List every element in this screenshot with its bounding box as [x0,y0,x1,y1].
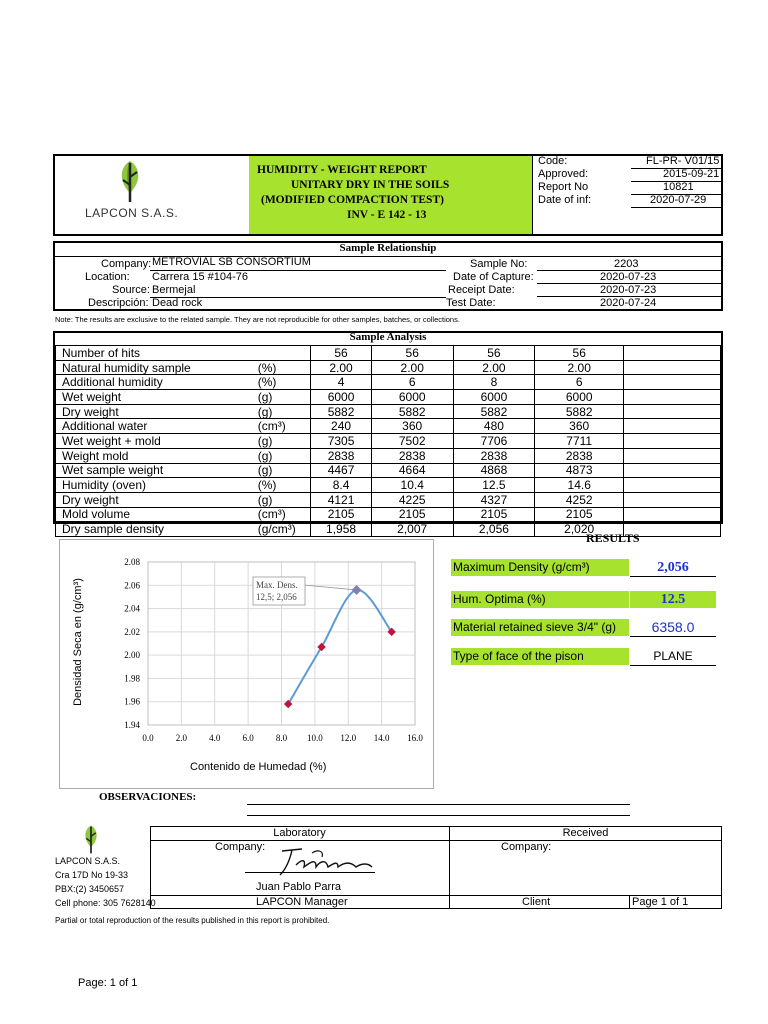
exclusivity-note: Note: The results are exclusive to the related sample. They are not reproducible for other samples, batches, or collections. [55,315,460,324]
test-date-value: 2020-07-24 [600,297,657,309]
row-name: Dry weight [56,492,252,507]
title-line-1: HUMIDITY - WEIGHT REPORT [257,164,427,176]
row-value [624,404,721,419]
row-value: 4327 [453,492,535,507]
footer-pbx: PBX:(2) 3450657 [55,884,125,894]
row-value: 2.00 [453,360,535,375]
client-label: Client [522,896,551,908]
location-value: Carrera 15 #104-76 [152,271,249,283]
footer-company-name: LAPCON S.A.S. [55,856,121,866]
row-value: 2105 [535,507,624,522]
table-row [56,390,721,405]
x-tick-label: 6.0 [242,733,254,743]
row-unit: (%) [252,478,311,493]
table-row [56,434,721,449]
x-tick-label: 4.0 [209,733,221,743]
laboratory-header: Laboratory [273,827,326,839]
row-value: 480 [453,419,535,434]
row-value: 240 [311,419,372,434]
report-title-block [249,156,532,234]
row-value: 4664 [371,463,453,478]
date-inf-label: Date of inf: [538,194,592,206]
pison-face-value: PLANE [653,649,693,663]
row-value: 5882 [453,404,535,419]
date-inf-value: 2020-07-29 [650,194,707,206]
y-tick-label: 2.00 [124,650,140,661]
row-value: 5882 [371,404,453,419]
header-logo-cell [55,156,249,234]
row-value: 8 [453,375,535,390]
row-unit: (cm³) [252,507,311,522]
received-company-label: Company: [501,841,552,853]
row-unit: (g) [252,404,311,419]
lab-company-label: Company: [215,841,266,853]
x-tick-label: 8.0 [275,733,288,743]
row-value: 2838 [311,448,372,463]
row-value: 7305 [311,434,372,449]
row-value: 2838 [535,448,624,463]
approved-label: Approved: [538,168,589,180]
pison-face-label: Type of face of the pison [451,648,629,665]
row-value: 12.5 [453,478,535,493]
approved-value: 2015-09-21 [663,168,720,180]
observations-line-1 [247,804,630,805]
row-value [624,434,721,449]
row-value: 2.00 [311,360,372,375]
title-line-2: UNITARY DRY IN THE SOILS [291,179,450,191]
row-unit: (cm³) [252,419,311,434]
retained-sieve-label: Material retained sieve 3/4" (g) [451,619,629,636]
chart-plot [60,540,433,788]
table-row [56,360,721,375]
row-value [624,360,721,375]
row-value: 4 [311,375,372,390]
retained-sieve-value: 6358.0 [651,619,695,635]
row-value: 360 [535,419,624,434]
page-footer: Page: 1 of 1 [78,977,138,989]
table-row [56,463,721,478]
sample-analysis-table [55,345,721,537]
row-name: Natural humidity sample [56,360,252,375]
row-name: Mold volume [56,507,252,522]
y-tick-label: 1.94 [124,720,140,730]
y-tick-label: 2.08 [124,557,140,567]
row-value: 56 [535,346,624,361]
hum-optima-value: 12.5 [630,591,716,608]
row-value [624,375,721,390]
row-value: 5882 [311,404,372,419]
table-row [56,478,721,493]
chart-y-label: Densidad Seca en (g/cm³) [72,578,84,706]
row-value [624,346,721,361]
row-value: 2,056 [453,522,535,537]
data-point [317,643,325,651]
results-title: RESULTS [586,531,640,545]
y-tick-label: 2.04 [124,603,140,614]
annotation-text: 12,5; 2,056 [256,592,297,602]
x-tick-label: 0.0 [142,733,154,743]
row-value: 6 [535,375,624,390]
row-value: 6000 [535,390,624,405]
company-label: Company: [101,258,152,270]
row-value: 2105 [371,507,453,522]
test-date-label: Test Date: [446,297,496,309]
row-name: Dry sample density [56,522,252,537]
compaction-chart [59,539,434,789]
row-value: 2.00 [535,360,624,375]
max-point-marker [352,585,362,595]
row-value: 7502 [371,434,453,449]
code-label: Code: [538,155,568,167]
source-value: Bermejal [152,284,196,296]
row-value: 2.00 [371,360,453,375]
max-density-label: Maximum Density (g/cm³) [451,559,629,576]
y-tick-label: 1.98 [124,673,140,684]
row-value: 4467 [311,463,372,478]
row-value: 56 [453,346,535,361]
table-row [56,448,721,463]
row-value: 5882 [535,404,624,419]
footer-address: Cra 17D No 19-33 [55,870,129,880]
row-unit: (g) [252,492,311,507]
reproduction-disclaimer: Partial or total reproduction of the results published in this report is prohibited. [55,916,330,925]
row-name: Wet weight + mold [56,434,252,449]
row-value: 8.4 [311,478,372,493]
max-density-value: 2,056 [657,560,689,575]
row-name: Additional water [56,419,252,434]
row-value [624,507,721,522]
receipt-date-label: Receipt Date: [448,284,515,296]
row-unit: (%) [252,375,311,390]
y-tick-label: 1.96 [124,696,140,707]
leaf-logo-icon [114,159,146,203]
table-row [56,419,721,434]
row-unit: (g) [252,390,311,405]
row-name: Humidity (oven) [56,478,252,493]
row-value: 4121 [311,492,372,507]
x-tick-label: 14.0 [373,733,390,743]
row-value: 56 [371,346,453,361]
row-name: Number of hits [56,346,252,361]
row-value: 7711 [535,434,624,449]
title-line-3: (MODIFIED COMPACTION TEST) [261,194,444,206]
y-tick-label: 2.06 [124,580,140,591]
row-value: 2838 [371,448,453,463]
row-value: 6000 [371,390,453,405]
series-line [288,590,391,704]
hum-optima-label: Hum. Optima (%) [451,591,629,608]
row-value: 360 [371,419,453,434]
row-value [624,492,721,507]
x-tick-label: 2.0 [175,733,187,743]
row-value: 2105 [453,507,535,522]
row-unit: (g) [252,463,311,478]
capture-date-label: Date of Capture: [453,271,534,283]
header-meta [532,156,722,234]
row-value: 4868 [453,463,535,478]
chart-x-label: Contenido de Humedad (%) [190,761,327,773]
signer-name: Juan Pablo Parra [256,881,341,893]
code-value: FL-PR- V01/15 [646,155,720,167]
source-label: Source: [112,284,150,296]
row-value [624,478,721,493]
annotation-text: Max. Dens. [256,580,298,590]
data-point [284,700,292,708]
row-value: 4225 [371,492,453,507]
sample-relationship-title: Sample Relationship [339,242,437,254]
row-unit: (g) [252,448,311,463]
signer-role: LAPCON Manager [256,896,348,908]
row-unit: (g) [252,434,311,449]
row-value [624,390,721,405]
logo-text: LAPCON S.A.S. [85,206,179,220]
company-value: METROVIAL SB CONSORTIUM [152,256,311,268]
capture-date-value: 2020-07-23 [600,271,657,283]
row-value: 6000 [311,390,372,405]
page-in-box: Page 1 of 1 [632,896,689,908]
row-value: 4873 [535,463,624,478]
footer-cell: Cell phone: 305 7628140 [55,898,156,908]
table-row [56,404,721,419]
sample-no-label: Sample No: [470,258,528,270]
row-value: 6000 [453,390,535,405]
sample-analysis-title: Sample Analysis [349,331,427,343]
row-value: 2105 [311,507,372,522]
row-value: 2,007 [371,522,453,537]
table-row [56,492,721,507]
row-name: Additional humidity [56,375,252,390]
row-name: Dry weight [56,404,252,419]
table-row [56,507,721,522]
table-row [56,346,721,361]
row-value: 56 [311,346,372,361]
row-unit [252,346,311,361]
report-no-value: 10821 [663,181,694,193]
row-unit: (%) [252,360,311,375]
title-line-4: INV - E 142 - 13 [347,209,427,221]
report-no-label: Report No [538,181,589,193]
row-name: Weight mold [56,448,252,463]
row-unit: (g/cm³) [252,522,311,537]
sample-no-value: 2203 [614,258,639,270]
x-tick-label: 12.0 [340,733,357,743]
row-value: 10.4 [371,478,453,493]
row-value [624,463,721,478]
row-value: 2838 [453,448,535,463]
row-value: 4252 [535,492,624,507]
row-value: 2,020 [535,522,624,537]
receipt-date-value: 2020-07-23 [600,284,657,296]
row-value: 14.6 [535,478,624,493]
row-name: Wet weight [56,390,252,405]
table-row [56,375,721,390]
y-tick-label: 2.02 [124,626,140,637]
row-value: 1,958 [311,522,372,537]
observations-line-2 [247,815,630,816]
x-tick-label: 10.0 [307,733,323,743]
location-label: Location: [85,271,130,283]
row-name: Wet sample weight [56,463,252,478]
received-header: Received [562,827,609,839]
x-tick-label: 16.0 [407,733,423,743]
row-value [624,448,721,463]
observations-label: OBSERVACIONES: [99,791,197,803]
row-value: 7706 [453,434,535,449]
footer-leaf-logo-icon [80,824,102,854]
row-value [624,419,721,434]
description-label: Descripción: [88,297,149,309]
description-value: Dead rock [152,297,203,309]
row-value: 6 [371,375,453,390]
